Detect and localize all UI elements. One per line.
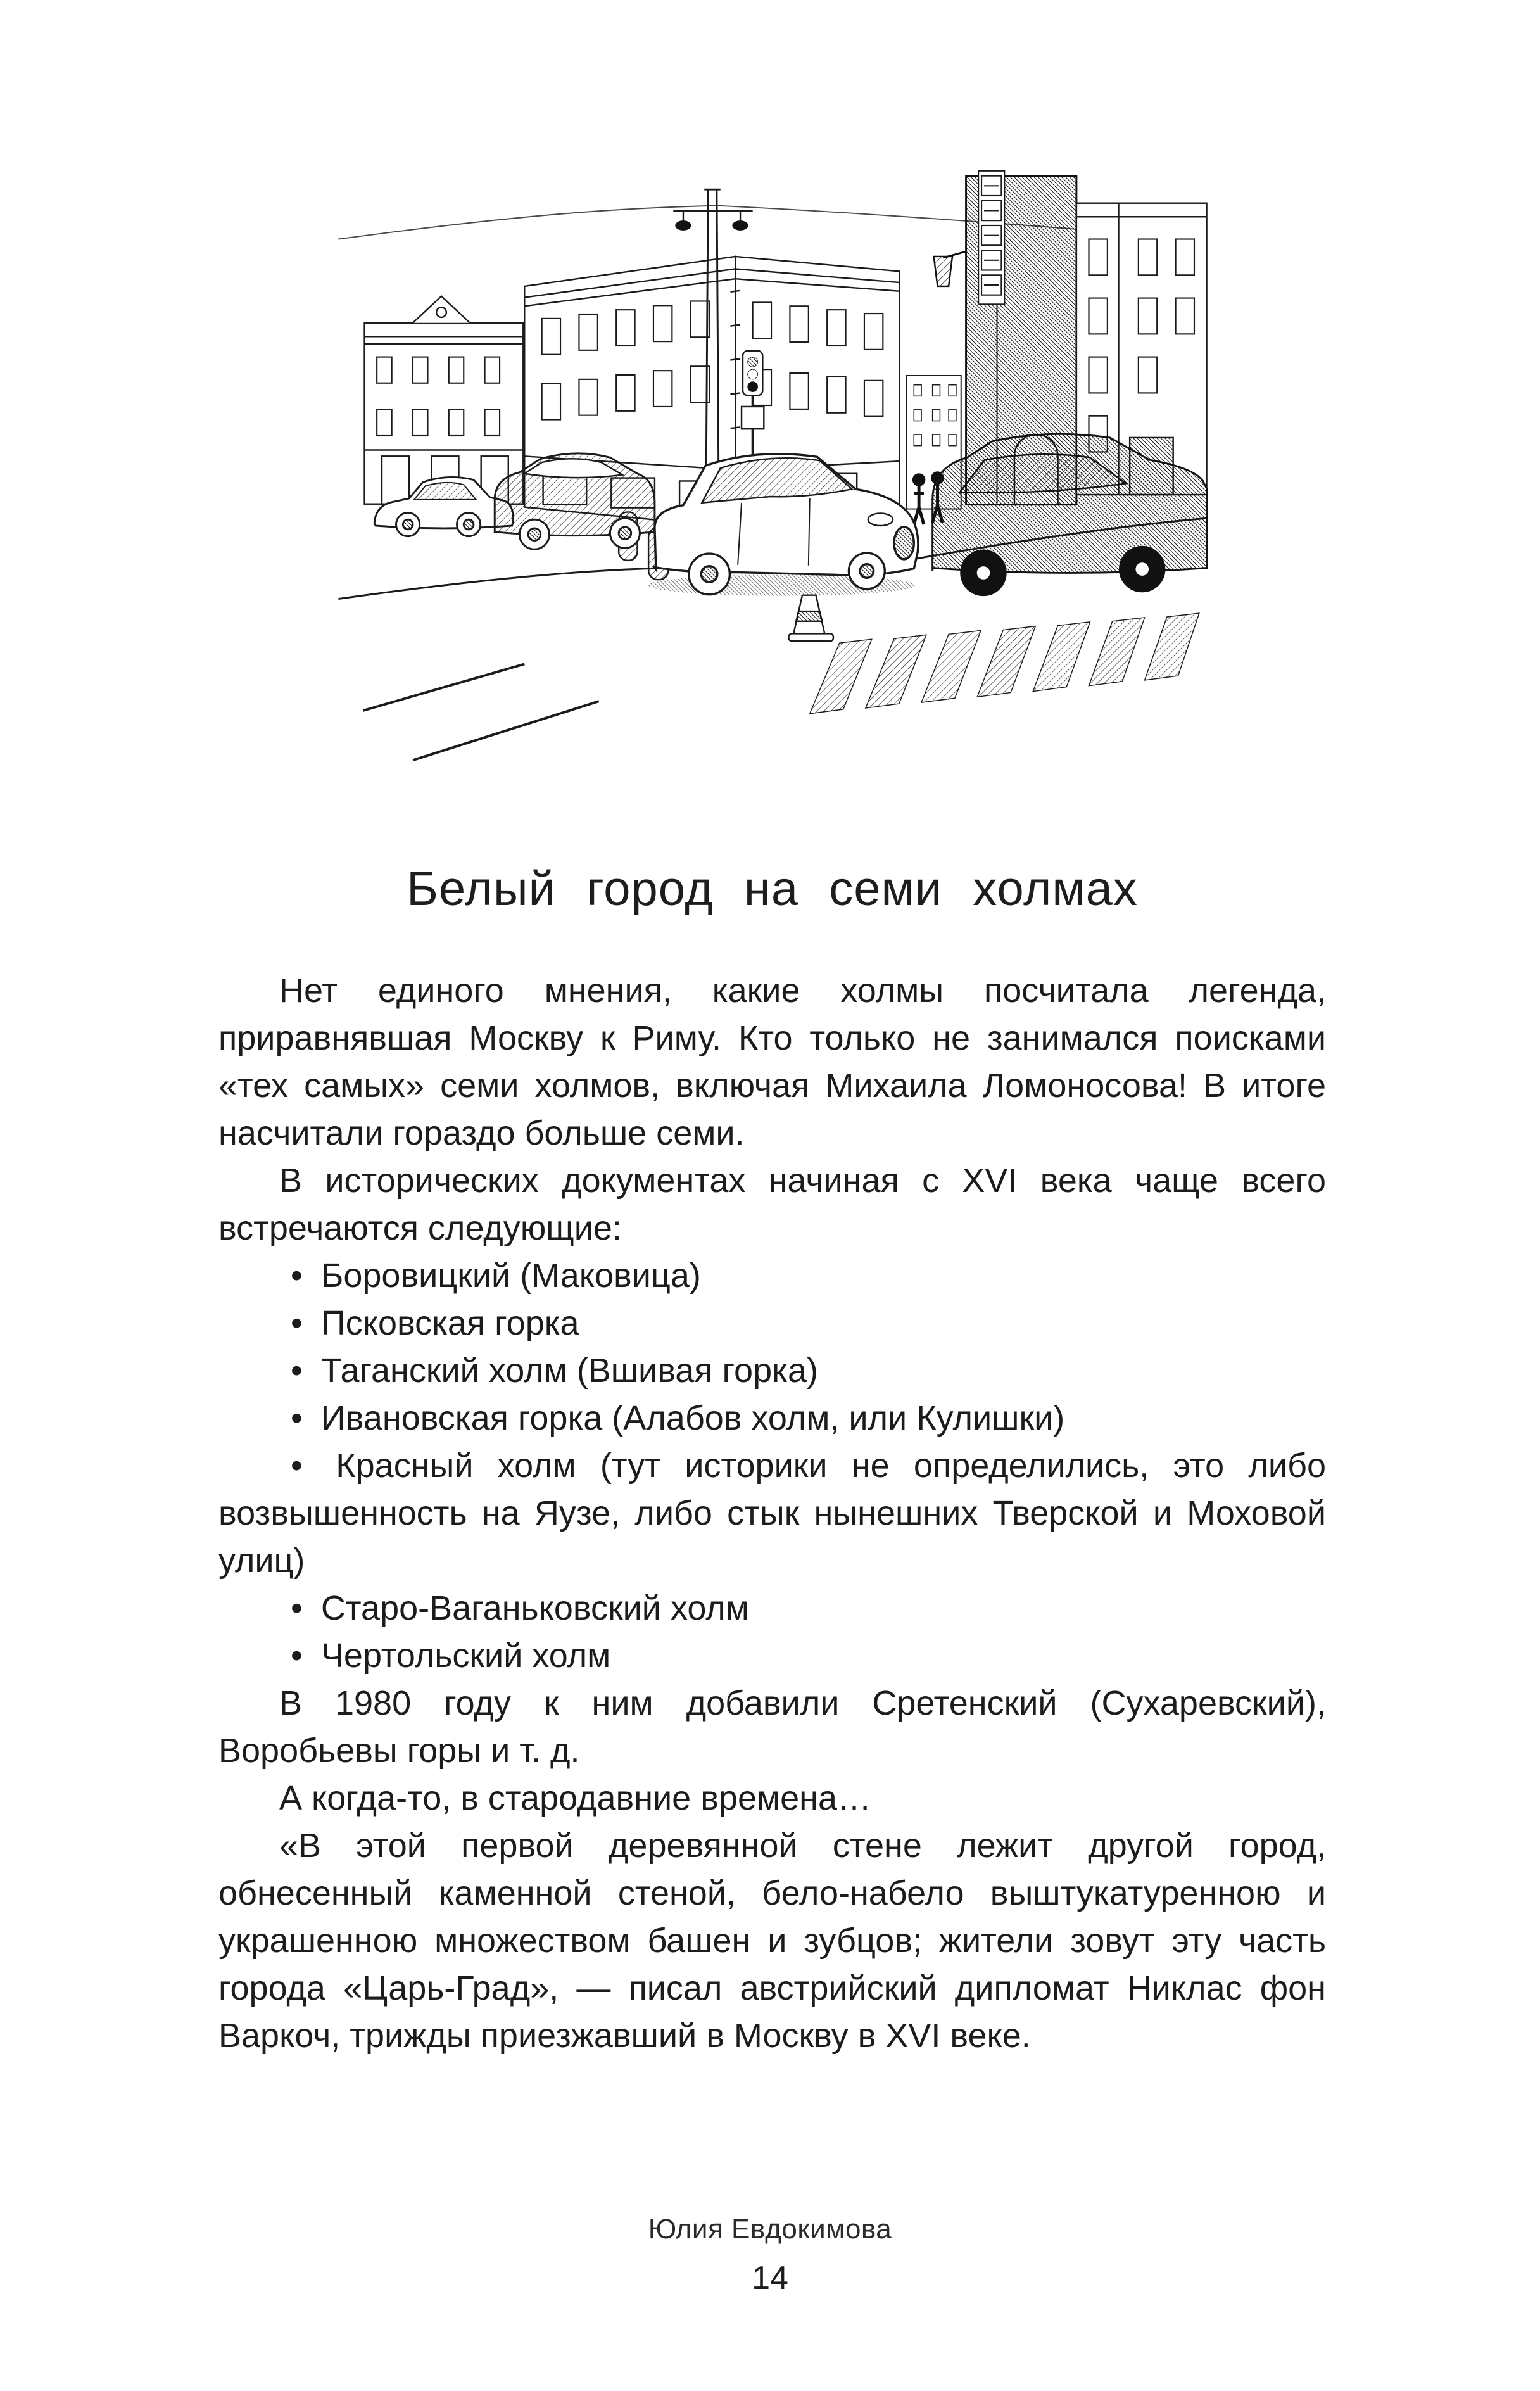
list-item-text: Чертольский холм (320, 1637, 611, 1675)
list-item-text: Псковская горка (320, 1304, 579, 1342)
bullet-marker: • (291, 1637, 303, 1675)
sign-column (978, 171, 1004, 305)
list-item (218, 1300, 1326, 1347)
list-item (218, 1585, 1326, 1632)
paragraph-outro-1: В 1980 году к ним добавили Сретенский (Сухаревский), Воробьевы горы и т. д. (218, 1684, 1326, 1770)
page-number: 14 (752, 2260, 788, 2297)
chapter-body (218, 967, 1326, 2060)
paragraph-intro-1: Нет единого мнения, какие холмы посчитала легенда, приравнявшая Москву к Риму. Кто только не занимался поисками «тех самых» семи холмов, включая Михаила Ломоносова! В итоге насчитали гораздо больше семи. (218, 972, 1326, 1152)
list-item-text: Красный холм (тут историки не определились, это либо возвышенность на Яузе, либо стык нынешних Тверской и Моховой улиц) (218, 1447, 1327, 1580)
list-item (218, 1632, 1326, 1680)
bullet-marker: • (291, 1399, 303, 1437)
list-item (218, 1442, 1326, 1585)
street-scene-illustration (329, 165, 1216, 766)
page-footer (0, 2214, 1540, 2297)
bullet-marker: • (291, 1589, 303, 1627)
bullet-marker: • (291, 1257, 303, 1295)
bullet-marker: • (291, 1352, 303, 1390)
list-item (218, 1347, 1326, 1395)
bullet-marker: • (291, 1304, 303, 1342)
crosswalk (809, 613, 1199, 714)
illustration-svg (329, 165, 1216, 766)
building-left (364, 296, 523, 504)
bullet-marker: • (291, 1447, 303, 1485)
running-footer-author: Юлия Евдокимова (648, 2214, 892, 2245)
paragraph-outro-3: «В этой первой деревянной стене лежит другой город, обнесенный каменной стеной, бело-набело выштукатуренною и украшенною множеством башен и зубцов; жители зовут эту часть города «Царь-Град», — писал австрийский дипломат Никлас фон Варкоч, трижды приезжавший в Москву в XVI веке. (218, 1827, 1326, 2055)
list-item-text: Старо-Ваганьковский холм (320, 1589, 749, 1627)
list-item-text: Боровицкий (Маковица) (320, 1257, 701, 1295)
list-item-text: Ивановская горка (Алабов холм, или Кулишки) (320, 1399, 1065, 1437)
list-item-text: Таганский холм (Вшивая горка) (320, 1352, 818, 1390)
list-item (218, 1395, 1326, 1442)
traffic-cone (788, 595, 833, 641)
paragraph-outro-2: А когда-то, в стародавние времена… (279, 1779, 871, 1817)
paragraph-intro-2: В исторических документах начиная с XVI века чаще всего встречаются следующие: (218, 1162, 1326, 1247)
chapter-title: Белый город на семи холмах (407, 862, 1138, 916)
list-item (218, 1252, 1326, 1300)
